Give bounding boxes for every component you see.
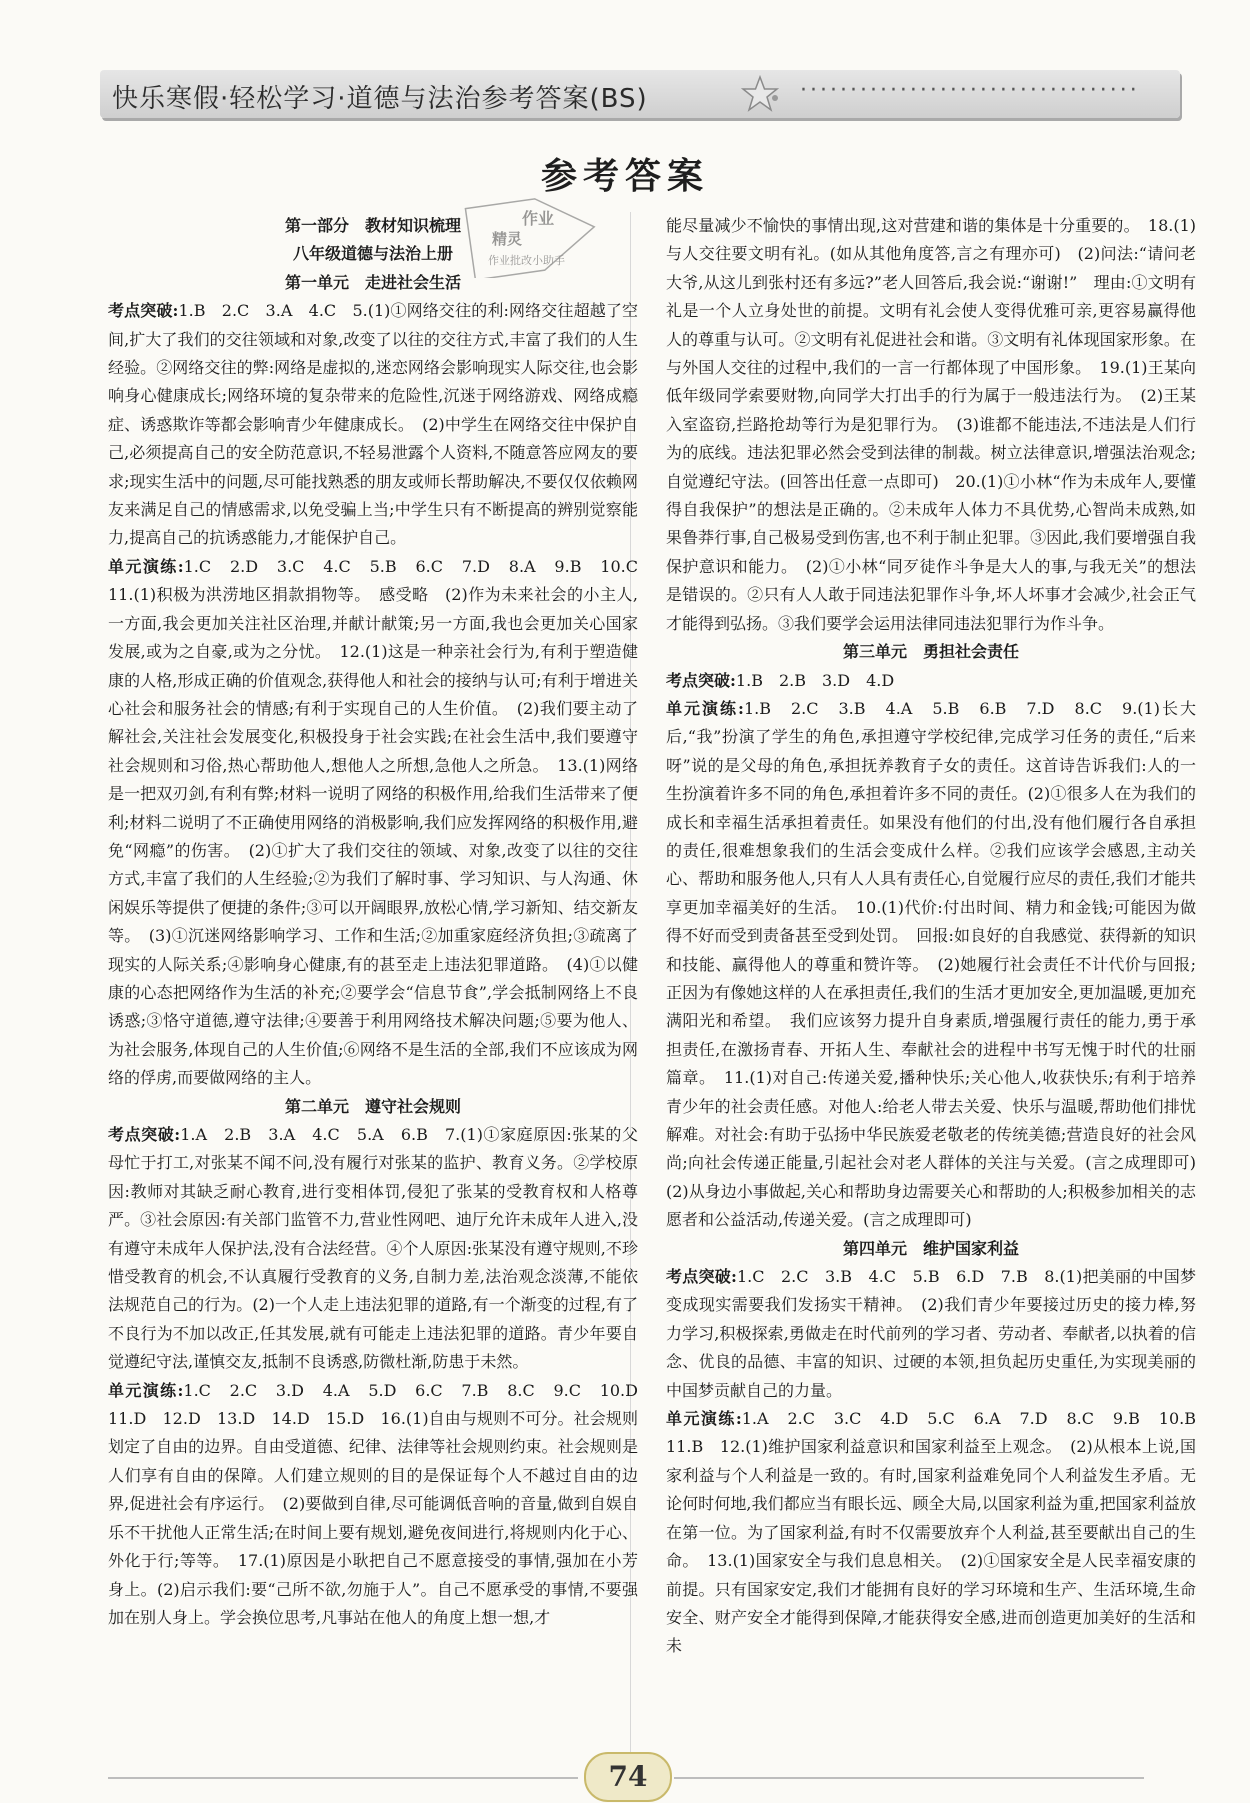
kaodian-label: 考点突破: [666, 1267, 737, 1287]
unit1-title: 第一单元 走进社会生活 [284, 272, 461, 292]
kaodian-text: 1.C 2.C 3.B 4.C 5.B 6.D 7.B 8.(1)把美丽的中国梦变成现实需要我们发扬实干精神。 (2)我们青少年要接过历史的接力棒,努力学习,积极探索,勇做走在时代前列的学习者、劳动者、奉献者,以执着的信念、优良的品德、丰富的知识、过硬的本领,担负起历史重任,为实现美丽的中国梦贡献自己的力量。 [666, 1267, 1196, 1400]
yanlian-label: 单元演练: [108, 1380, 184, 1400]
yanlian-text: 1.C 2.C 3.D 4.A 5.D 6.C 7.B 8.C 9.C 10.D 11.D 12.D 13.D 14.D 15.D 16.(1)自由与规则不可分。社会规则划定了自由的边界。自由受道德、纪律、法律等社会规则约束。社会规则是人们享有自由的保障。人们建立规则的目的是保证每个人不越过自由的边界,促进社会有序运行。 (2)要做到自律,尽可能调低音响的音量,做到自娱自乐不干扰他人正常生活;在时间上要有规划,避免夜间进行,将规则内化于心、外化于行;等等。 17.(1)原因是小耿把自己不愿意接受的事情,强加在小芳身上。(2)启示我们:要“己所不欲,勿施于人”。自己不愿承受的事情,不要强加在别人身上。学会换位思考,凡事站在他人的角度上想一想,才 [108, 1380, 654, 1627]
page-title: 参考答案 [540, 155, 709, 197]
book-title: 八年级道德与法治上册 [292, 244, 453, 264]
unit4-kaodian [666, 1263, 1196, 1405]
header-banner [100, 70, 1180, 118]
kaodian-label: 考点突破: [108, 1125, 181, 1144]
unit4-title: 第四单元 维护国家利益 [842, 1238, 1019, 1258]
banner-title: 快乐寒假·轻松学习·道德与法治参考答案(BS) [112, 84, 648, 114]
stamp-line3: 作业批改小助手 [488, 254, 565, 267]
kaodian-text: 1.A 2.B 3.A 4.C 5.A 6.B 7.(1)①家庭原因:张某的父母忙于打工,对张某不闻不问,没有履行对张某的监护、教育义务。②学校原因:教师对其缺乏耐心教育,进行变相体罚,侵犯了张某的受教育权和人格尊严。③社会原因:有关部门监管不力,营业性网吧、迪厅允许未成年人进入,没有遵守未成年人保护法,没有合法经营。④个人原因:张某没有遵守规则,不珍惜受教育的机会,不认真履行受教育的义务,自制力差,法治观念淡薄,不能依法规范自己的行为。(2)一个人走上违法犯罪的道路,有一个渐变的过程,有了不良行为不加以改正,任其发展,就有可能走上违法犯罪的道路。青少年要自觉遵纪守法,谨慎交友,抵制不良诱惑,防微杜渐,防患于未然。 [108, 1125, 638, 1372]
left-column [108, 212, 655, 1632]
kaodian-label: 考点突破: [108, 301, 179, 321]
kaodian-label: 考点突破: [666, 670, 736, 690]
yanlian-label: 单元演练: [108, 556, 184, 576]
unit1-yanlian [108, 553, 655, 1093]
unit2-kaodian [108, 1121, 638, 1377]
part-title: 第一部分 教材知识梳理 [284, 216, 461, 235]
banner-dots: ·································· [800, 78, 1140, 103]
unit3-kaodian [666, 667, 1196, 695]
unit2-yanlian [108, 1377, 654, 1633]
unit3-title: 第三单元 勇担社会责任 [842, 642, 1019, 662]
stamp-line2: 精灵 [492, 230, 523, 248]
unit3-yanlian [666, 695, 1196, 1235]
yanlian-text: 1.C 2.D 3.C 4.C 5.B 6.C 7.D 8.A 9.B 10.C 11.(1)积极为洪涝地区捐款捐物等。 感受略 (2)作为未来社会的小主人,一方面,我会更加关注社区治理,并献计献策;另一方面,我也会更加关心国家发展,或为之自豪,或为之分忧。 12.(1)这是一种亲社会行为,有利于塑造健康的人格,形成正确的价值观念,获得他人和社会的接纳与认可;有利于增进关心社会和服务社会的情感;有利于实现自己的人生价值。 (2)我们要主动了解社会,关注社会发展变化,积极投身于社会实践;在社会生活中,我们要遵守社会规则和习俗,热心帮助他人,想他人之所想,急他人之所急。 13.(1)网络是一把双刃剑,有利有弊;材料一说明了网络的积极作用,给我们生活带来了便利;材料二说明了不正确使用网络的消极影响,我们应发挥网络的积极作用,避免“网瘾”的伤害。 (2)①扩大了我们交往的领域、对象,改变了以往的交往方式,丰富了我们的人生经验;②为我们了解时事、学习知识、与人沟通、休闲娱乐等提供了便捷的条件;③可以开阔眼界,放松心情,学习新知、结交新友等。 (3)①沉迷网络影响学习、工作和生活;②加重家庭经济负担;③疏离了现实的人际关系;④影响身心健康,有的甚至走上违法犯罪道路。 (4)①以健康的心态把网络作为生活的补充;②要学会“信息节食”,学会抵制网络上不良诱惑;③恪守道德,遵守法律;④要善于利用网络技术解决问题;⑤要为他人、为社会服务,体现自己的人生价值;⑥网络不是生活的全部,我们不应该成为网络的俘虏,而要做网络的主人。 [108, 556, 655, 1088]
kaodian-text: 1.B 2.B 3.D 4.D [735, 670, 895, 690]
stamp-line1: 作业 [522, 209, 555, 228]
right-column [666, 212, 1213, 1661]
footer-rule-right [674, 1777, 1144, 1779]
star-icon [740, 74, 780, 114]
yanlian-text: 1.B 2.C 3.B 4.A 5.B 6.B 7.D 8.C 9.(1)长大后,“我”扮演了学生的角色,承担遵守学校纪律,完成学习任务的责任,“后来呀”说的是父母的角色,承担抚养教育子女的责任。这首诗告诉我们:人的一生扮演着许多不同的角色,承担着许多不同的责任。(2)①很多人在为我们的成长和幸福生活承担着责任。如果没有他们的付出,没有他们履行各自承担的责任,很难想象我们的生活会变成什么样。②我们应该学会感恩,主动关心、帮助和服务他人,只有人人具有责任心,自觉履行应尽的责任,我们才能共享更加幸福美好的生活。 10.(1)代价:付出时间、精力和金钱;可能因为做得不好而受到责备甚至受到处罚。 回报:如良好的自我感觉、获得新的知识和技能、赢得他人的尊重和赞许等。 (2)她履行社会责任不计代价与回报;正因为有像她这样的人在承担责任,我们的生活才更加安全,更加温暖,更加充满阳光和希望。 我们应该努力提升自身素质,增强履行责任的能力,勇于承担责任,在激扬青春、开拓人生、奉献社会的进程中书写无愧于时代的壮丽篇章。 11.(1)对自己:传递关爱,播种快乐;关心他人,收获快乐;有利于培养青少年的社会责任感。对他人:给老人带去关爱、快乐与温暖,帮助他们排忧解难。对社会:有助于弘扬中华民族爱老敬老的传统美德;营造良好的社会风尚;向社会传递正能量,引起社会对老人群体的关注与关爱。(言之成理即可)(2)从身边小事做起,关心和帮助身边需要关心和帮助的人;积极参加相关的志愿者和公益活动,传递关爱。(言之成理即可) [666, 698, 1196, 1230]
kaodian-text: 1.B 2.C 3.A 4.C 5.(1)①网络交往的利:网络交往超越了空间,扩大了我们的交往领域和对象,改变了以往的交往方式,丰富了我们的人生经验。②网络交往的弊:网络是虚拟的,迷恋网络会影响现实人际交往,也会影响身心健康成长;网络环境的复杂带来的危险性,沉迷于网络游戏、网络成瘾症、诱惑欺诈等都会影响青少年健康成长。 (2)中学生在网络交往中保护自己,必须提高自己的安全防范意识,不轻易泄露个人资料,不随意答应网友的要求;现实生活中的问题,尽可能找熟悉的朋友或师长帮助解决,不要仅仅依赖网友来满足自己的情感需求,以免受骗上当;中学生只有不断提高的辨别觉察能力,提高自己的抗诱惑能力,才能保护自己。 [108, 301, 638, 548]
continued-text: 能尽量减少不愉快的事情出现,这对营建和谐的集体是十分重要的。 18.(1)与人交往要文明有礼。(如从其他角度答,言之有理亦可) (2)问法:“请问老大爷,从这儿到张村还有多远?”老人回答后,我会说:“谢谢!” 理由:①文明有礼是一个人立身处世的前提。文明有礼会使人变得优雅可亲,更容易赢得他人的尊重与认可。②文明有礼促进社会和谐。③文明有礼体现国家形象。在与外国人交往的过程中,我们的一言一行都体现了中国形象。 19.(1)王某向低年级同学索要财物,向同学大打出手的行为属于一般违法行为。 (2)王某入室盗窃,拦路抢劫等行为是犯罪行为。 (3)谁都不能违法,不违法是人们行为的底线。违法犯罪必然会受到法律的制裁。树立法律意识,增强法治观念;自觉遵纪守法。(回答出任意一点即可) 20.(1)①小林“作为未成年人,要懂得自我保护”的想法是正确的。②未成年人体力不具优势,心智尚未成熟,如果鲁莽行事,自己极易受到伤害,也不利于制止犯罪。③因此,我们要增强自我保护意识和能力。 (2)①小林“同歹徒作斗争是大人的事,与我无关”的想法是错误的。②只有人人敢于同违法犯罪作斗争,坏人坏事才会减少,社会正气才能得到弘扬。③我们要学会运用法律同违法犯罪行为作斗争。 [666, 216, 1196, 633]
footer-rule-left [108, 1777, 578, 1779]
unit1-kaodian [108, 297, 638, 553]
yanlian-text: 1.A 2.C 3.C 4.D 5.C 6.A 7.D 8.C 9.B 10.B 11.B 12.(1)维护国家利益意识和国家利益至上观念。 (2)从根本上说,国家利益与个人利益是一致的。有时,国家利益难免同个人利益发生矛盾。无论何时何地,我们都应当有眼长远、顾全大局,以国家利益为重,把国家利益放在第一位。为了国家利益,有时不仅需要放弃个人利益,甚至要献出自己的生命。 13.(1)国家安全与我们息息相关。 (2)①国家安全是人民幸福安康的前提。只有国家安定,我们才能拥有良好的学习环境和生产、生活环境,生命安全、财产安全才能得到保障,才能获得安全感,进而创造更加美好的生活和未 [666, 1409, 1213, 1656]
page-number: 74 [584, 1752, 672, 1802]
yanlian-label: 单元演练: [666, 1409, 742, 1429]
unit4-yanlian [666, 1405, 1213, 1661]
unit2-title: 第二单元 遵守社会规则 [284, 1096, 461, 1116]
yanlian-label: 单元演练: [666, 698, 744, 718]
